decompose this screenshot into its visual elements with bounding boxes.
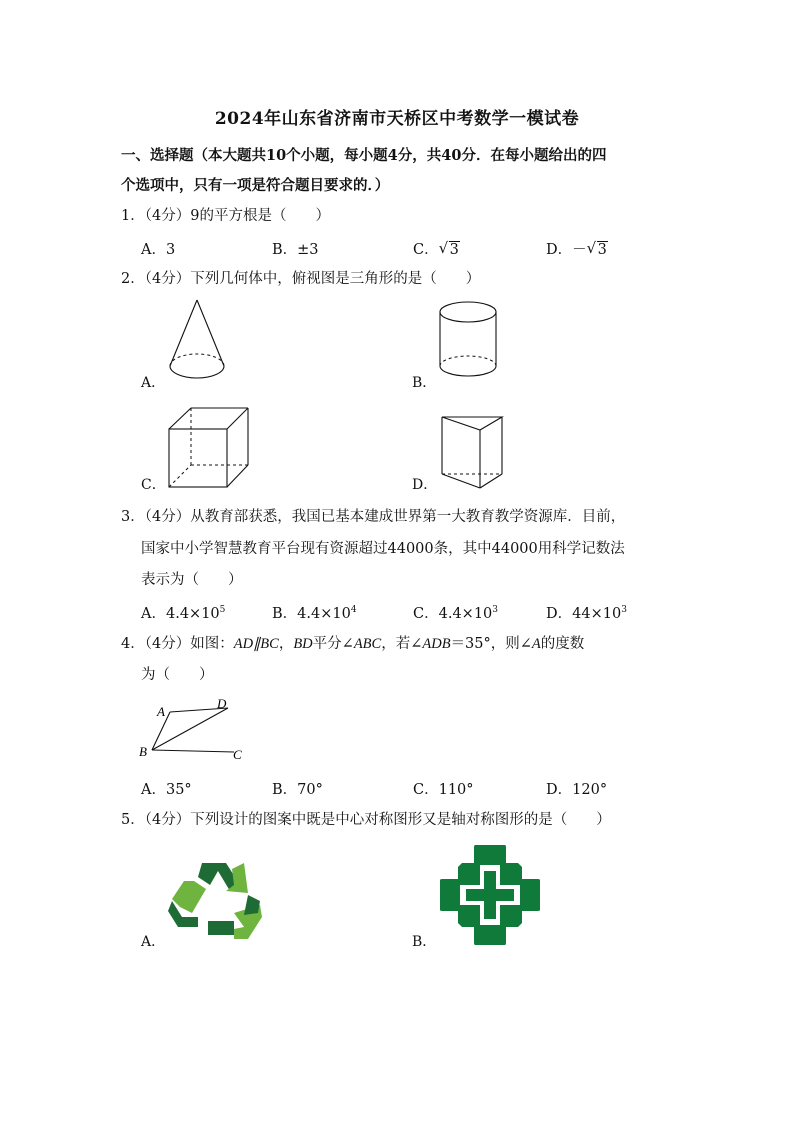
paper-title: 2024年山东省济南市天桥区中考数学一模试卷	[214, 109, 580, 129]
section-header-line2: 个选项中，只有一项是符合题目要求的．）	[121, 177, 390, 194]
cylinder-figure	[436, 300, 506, 390]
triangular-prism-figure	[438, 412, 508, 492]
section-header-line1: 一、选择题（本大题共10个小题，每小题4分，共40分．在每小题给出的四	[121, 147, 607, 164]
question-2: 2．（4分）下列几何体中，俯视图是三角形的是（ ）	[121, 271, 481, 287]
q5-option-b-label[interactable]: B．	[412, 934, 437, 950]
point-c-label: C	[233, 747, 242, 762]
q1-option-d[interactable]: D．－ √ 3	[546, 239, 607, 258]
point-b-label: B	[139, 744, 147, 759]
point-a-label: A	[157, 704, 165, 719]
sqrt-symbol: √ 3	[438, 239, 459, 258]
parallel-lines-figure	[136, 696, 256, 766]
question-4-line2: 为（ ）	[141, 667, 214, 683]
q5-option-a-label[interactable]: A．	[141, 934, 166, 950]
q4-option-a[interactable]: A．35°	[141, 782, 192, 798]
question-5: 5．（4分）下列设计的图案中既是中心对称图形又是轴对称图形的是（ ）	[121, 812, 611, 828]
cone-figure	[160, 298, 240, 388]
question-3-line1: 3．（4分）从教育部获悉，我国已基本建成世界第一大教育教学资源库．目前，	[121, 509, 626, 525]
sqrt-symbol: √ 3	[586, 239, 607, 258]
q3-option-c[interactable]: C．$4.4\times 10^3$	[413, 605, 499, 622]
question-3-line3: 表示为（ ）	[141, 572, 243, 588]
q1-option-b[interactable]: B．±3	[272, 242, 319, 258]
q2-option-a-label[interactable]: A．	[141, 375, 166, 391]
q4-option-c[interactable]: C．110°	[413, 782, 474, 798]
cross-icon	[438, 843, 542, 947]
recycle-icon	[168, 855, 264, 945]
q3-option-a[interactable]: A．$4.4\times 10^5$	[141, 605, 226, 622]
question-number: 1．	[121, 208, 145, 224]
question-score: （4分）	[144, 208, 191, 224]
q1-option-c[interactable]: C． √ 3	[413, 239, 459, 258]
point-d-label: D	[217, 696, 227, 711]
question-3-line2: 国家中小学智慧教育平台现有资源超过44000条，其中44000用科学记数法	[141, 541, 625, 557]
q4-option-b[interactable]: B．70°	[272, 782, 323, 798]
question-4-line1: 4．（4分）如图：AD∥BC，BD平分∠ABC，若∠ADB＝35°，则∠A的度数	[121, 636, 585, 652]
q2-option-d-label[interactable]: D．	[412, 477, 438, 493]
q3-option-d[interactable]: D．$44\times 10^3$	[546, 605, 627, 622]
q2-option-b-label[interactable]: B．	[412, 375, 437, 391]
q3-option-b[interactable]: B．$4.4\times 10^4$	[272, 605, 357, 622]
cube-figure	[165, 405, 255, 490]
question-1	[121, 206, 330, 226]
q2-option-c-label[interactable]: C．	[141, 477, 166, 493]
q4-option-d[interactable]: D．120°	[546, 782, 608, 798]
q1-option-a[interactable]: A．3	[141, 242, 176, 258]
question-text: 9的平方根是（ ）	[190, 208, 330, 224]
